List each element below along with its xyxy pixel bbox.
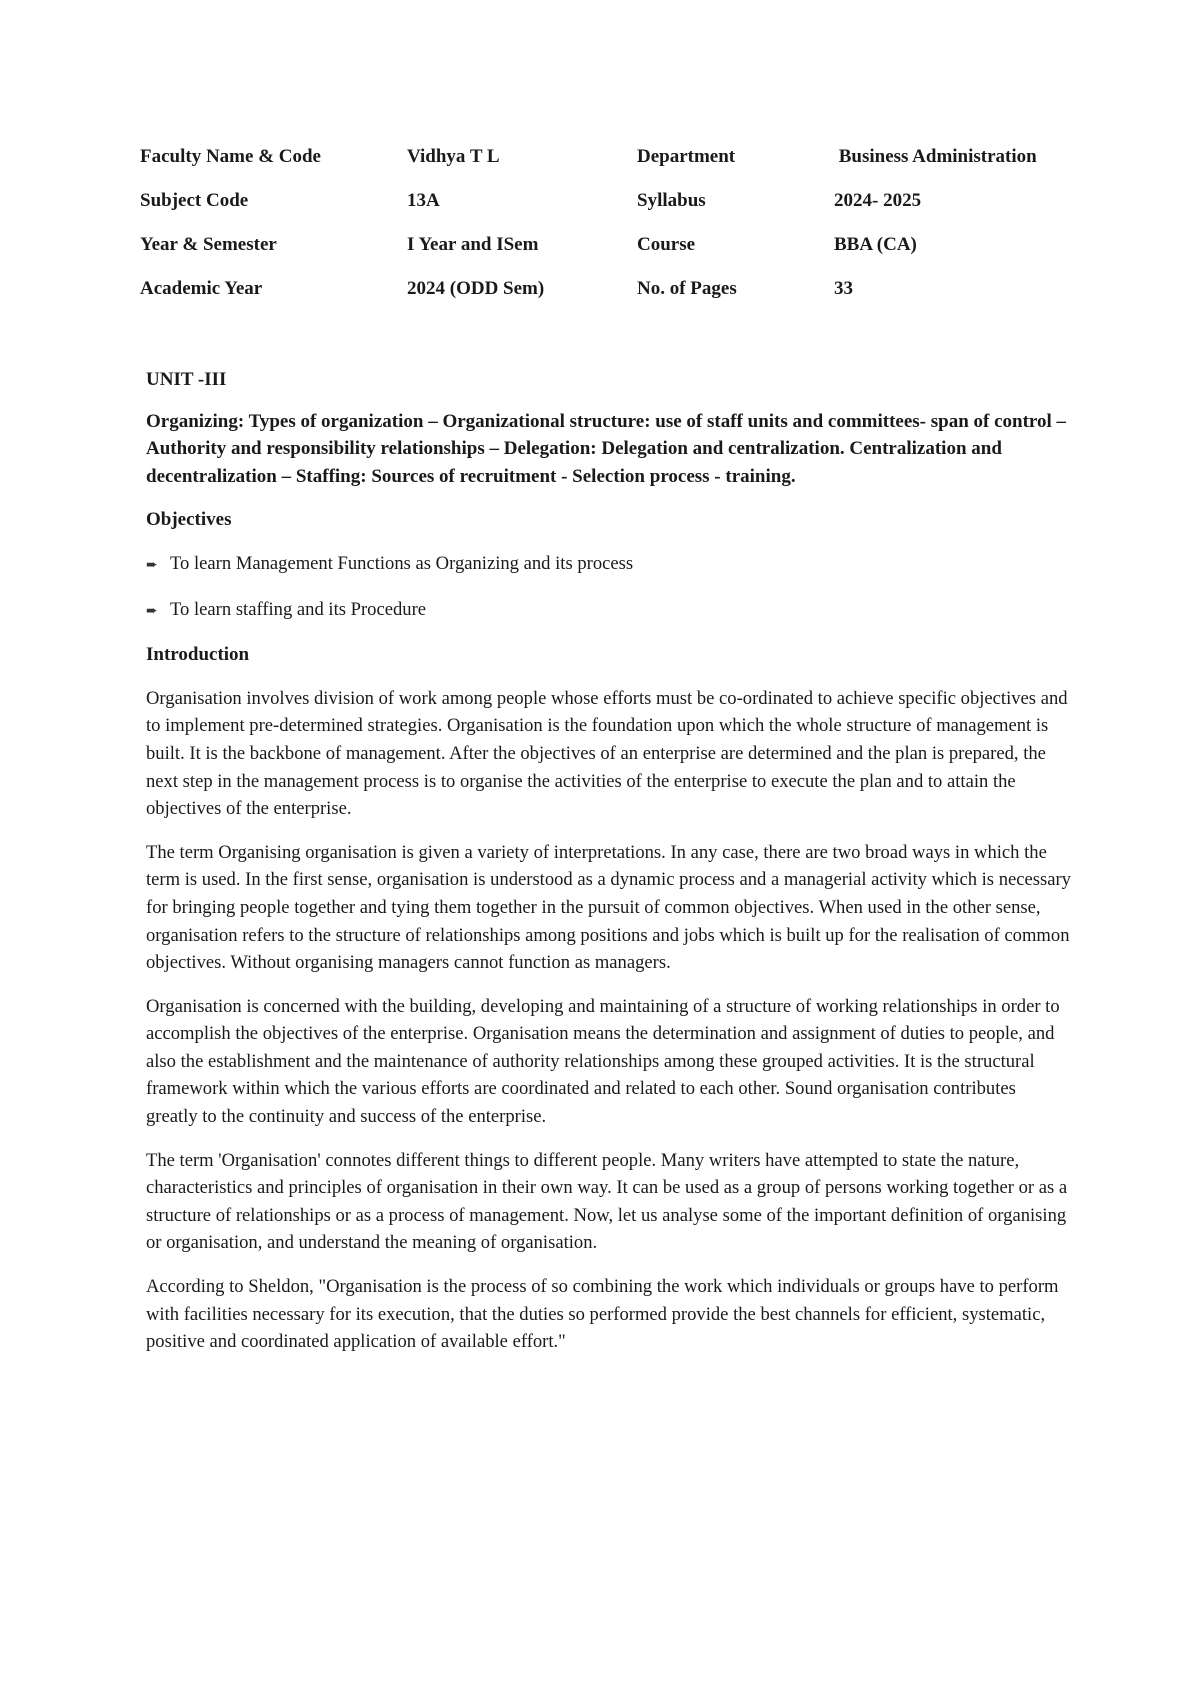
objective-text: To learn Management Functions as Organizing and its process bbox=[170, 552, 634, 574]
info-label: Course bbox=[637, 234, 696, 255]
body-paragraph: The term Organising organisation is given a variety of interpretations. In any case, there are two broad ways in which the term is used. In the first sense, organisation is understood as a dynamic process and a managerial activity which is necessary for bringing people together and tying them together in the pursuit of common objectives. When used in the other sense, organisation refers to the structure of relationships among positions and jobs which is built up for the realisation of common objectives. Without organising managers cannot function as managers. bbox=[146, 841, 1071, 974]
objective-item bbox=[146, 550, 1071, 580]
document-body bbox=[146, 366, 1071, 1372]
info-value: I Year and ISem bbox=[407, 234, 539, 255]
info-value: 2024 (ODD Sem) bbox=[407, 278, 545, 299]
info-row bbox=[140, 278, 1080, 322]
objective-item bbox=[146, 596, 1071, 626]
info-label: Year & Semester bbox=[140, 234, 277, 255]
info-label: Department bbox=[637, 146, 736, 167]
info-row bbox=[140, 146, 1080, 190]
info-value: Vidhya T L bbox=[407, 146, 500, 167]
body-paragraph: According to Sheldon, "Organisation is the process of so combining the work which individuals or groups have to perform with facilities necessary for its execution, that the duties so performed provide the best channels for efficient, systematic, positive and coordinated application of available effort." bbox=[146, 1276, 1059, 1353]
introduction-heading: Introduction bbox=[146, 644, 250, 666]
info-label: Academic Year bbox=[140, 278, 263, 299]
body-paragraph: The term 'Organisation' connotes different things to different people. Many writers have attempted to state the nature, characteristics and principles of organisation in their own way. It can be used as a group of persons working together or as a structure of relationships or as a process of management. Now, let us analyse some of the important definition of organising or organisation, and understand the meaning of organisation. bbox=[146, 1149, 1068, 1254]
info-label: Faculty Name & Code bbox=[140, 146, 321, 167]
info-value: 2024- 2025 bbox=[834, 190, 922, 211]
info-row bbox=[140, 234, 1080, 278]
body-paragraph: Organisation is concerned with the building, developing and maintaining of a structure of working relationships in order to accomplish the objectives of the enterprise. Organisation means the determination and assignment of duties to people, and also the establishment and the maintenance of authority relationships among these grouped activities. It is the structural framework within which the various efforts are coordinated and related to each other. Sound organisation contributes greatly to the continuity and success of the enterprise. bbox=[146, 995, 1060, 1128]
info-value: 13A bbox=[407, 190, 440, 211]
arrow-bullet-icon: ➨ bbox=[146, 602, 158, 619]
objective-text: To learn staffing and its Procedure bbox=[170, 598, 427, 620]
body-paragraph: Organisation involves division of work among people whose efforts must be co-ordinated to achieve specific objectives and to implement pre-determined strategies. Organisation is the foundation upon which the whole structure of management is built. It is the backbone of management. After the objectives of an enterprise are determined and the plan is prepared, the next step in the management process is to organise the activities of the enterprise to execute the plan and to attain the objectives of the enterprise. bbox=[146, 687, 1068, 820]
info-value: Business Administration bbox=[834, 146, 1037, 167]
arrow-bullet-icon: ➨ bbox=[146, 556, 158, 573]
info-value: BBA (CA) bbox=[834, 234, 917, 255]
unit-title: UNIT -III bbox=[146, 369, 227, 390]
info-row bbox=[140, 190, 1080, 234]
info-label: Subject Code bbox=[140, 190, 249, 211]
course-info-table bbox=[140, 146, 1080, 322]
unit-syllabus: Organizing: Types of organization – Organizational structure: use of staff units and committees- span of control –Authority and responsibility relationships – Delegation: Delegation and centralization. Centralization and decentralization – Staffing: Sources of recruitment - Selection process - training. bbox=[146, 410, 1067, 487]
info-label: No. of Pages bbox=[637, 278, 737, 299]
info-value: 33 bbox=[834, 278, 853, 299]
objectives-heading: Objectives bbox=[146, 509, 232, 531]
info-label: Syllabus bbox=[637, 190, 706, 211]
